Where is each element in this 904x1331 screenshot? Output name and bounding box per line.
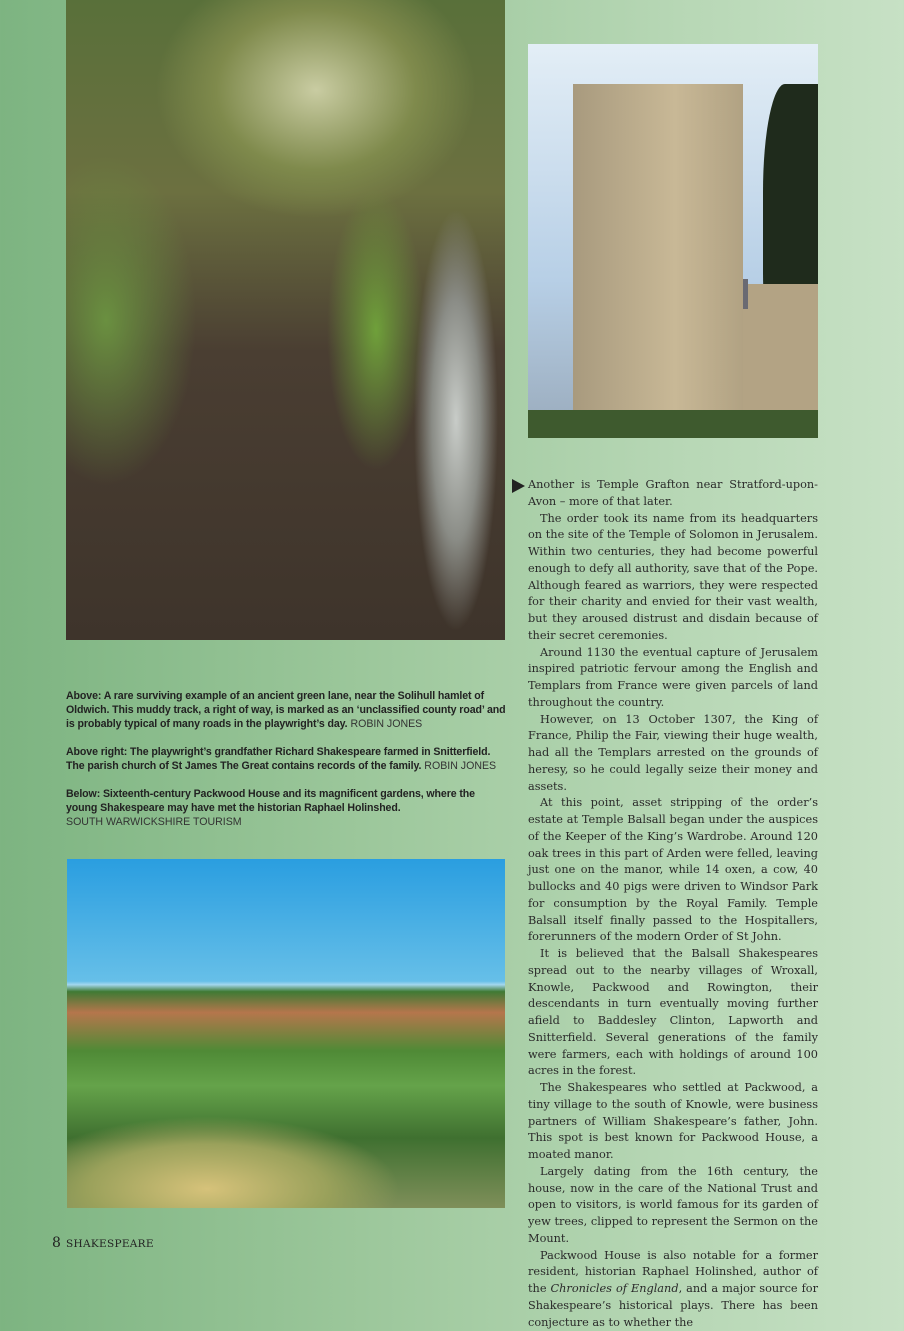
photo-credit: ROBIN JONES bbox=[424, 760, 496, 772]
churchyard-grass bbox=[528, 410, 818, 438]
magazine-name: SHAKESPEARE bbox=[66, 1238, 154, 1250]
green-lane-photo bbox=[66, 0, 505, 640]
photo-credit: ROBIN JONES bbox=[350, 718, 422, 730]
text: , and a major source for Shakespeare’s historical plays. There has been conjecture as to whether the bbox=[528, 1282, 818, 1329]
paragraph bbox=[528, 1248, 818, 1331]
paragraph: The Shakespeares who settled at Packwood, a tiny village to the south of Knowle, were business partners of William Shakespeare’s father, John. This spot is best known for Packwood House, a moated manor. bbox=[528, 1080, 818, 1164]
caption-below bbox=[66, 787, 506, 829]
photo-credit: SOUTH WARWICKSHIRE TOURISM bbox=[66, 816, 242, 828]
caption-above bbox=[66, 689, 506, 731]
page-number: 8 bbox=[52, 1235, 61, 1251]
church-photo bbox=[528, 44, 818, 438]
paragraph: However, on 13 October 1307, the King of France, Philip the Fair, viewing their huge wealth, had all the Templars arrested on the grounds of heresy, so he could legally seize their money and assets. bbox=[528, 712, 818, 796]
continuation-arrow-icon bbox=[512, 479, 525, 493]
page-footer bbox=[52, 1232, 154, 1251]
paragraph: Another is Temple Grafton near Stratford-upon-Avon – more of that later. bbox=[528, 477, 818, 511]
photo-captions bbox=[66, 689, 506, 843]
paragraph: Around 1130 the eventual capture of Jerusalem inspired patriotic fervour among the English and Templars from France were given parcels of land throughout the country. bbox=[528, 645, 818, 712]
caption-above-right bbox=[66, 745, 506, 773]
church-tower bbox=[573, 84, 743, 424]
packwood-house-photo bbox=[67, 859, 505, 1208]
article-body bbox=[528, 477, 818, 1331]
paragraph: It is believed that the Balsall Shakespeares spread out to the nearby villages of Wroxall, Knowle, Packwood and Rowington, their descendants in turn eventually moving further afield to Baddesley Clinton, Lapworth and Snitterfield. Several generations of the family were farmers, each with holdings of around 100 acres in the forest. bbox=[528, 946, 818, 1080]
caption-text: Below: Sixteenth-century Packwood House and its magnificent gardens, where the young Shakespeare may have met the historian Raphael Holinshed. bbox=[66, 788, 475, 814]
caption-text: Above right: The playwright’s grandfather Richard Shakespeare farmed in Snitterfield. The parish church of St James The Great contains records of the family. bbox=[66, 746, 490, 772]
paragraph: The order took its name from its headquarters on the site of the Temple of Solomon in Jerusalem. Within two centuries, they had become powerful enough to defy all authority, save that of the Pope. Although feared as warriors, they were respected for their charity and envied for their vast wealth, but they aroused distrust and disdain because of their secret ceremonies. bbox=[528, 511, 818, 645]
book-title: Chronicles of England bbox=[551, 1282, 679, 1295]
text: Packwood House is also notable for a former resident, historian Raphael Holinshed, author of the bbox=[528, 1249, 818, 1296]
paragraph: Largely dating from the 16th century, the house, now in the care of the National Trust and open to visitors, is world famous for its garden of yew trees, clipped to represent the Sermon on the Mount. bbox=[528, 1164, 818, 1248]
caption-text: Above: A rare surviving example of an ancient green lane, near the Solihull hamlet of Oldwich. This muddy track, a right of way, is marked as an ‘unclassified county road’ and is probably typical of many roads in the playwright’s day. bbox=[66, 690, 506, 730]
paragraph: At this point, asset stripping of the order’s estate at Temple Balsall began under the auspices of the Keeper of the King’s Wardrobe. Around 120 oak trees in this part of Arden were felled, leaving just one on the manor, while 14 oxen, a cow, 40 bullocks and 40 pigs were driven to Windsor Park for consumption by the Royal Family. Temple Balsall itself finally passed to the Hospitallers, forerunners of the modern Order of St John. bbox=[528, 795, 818, 946]
